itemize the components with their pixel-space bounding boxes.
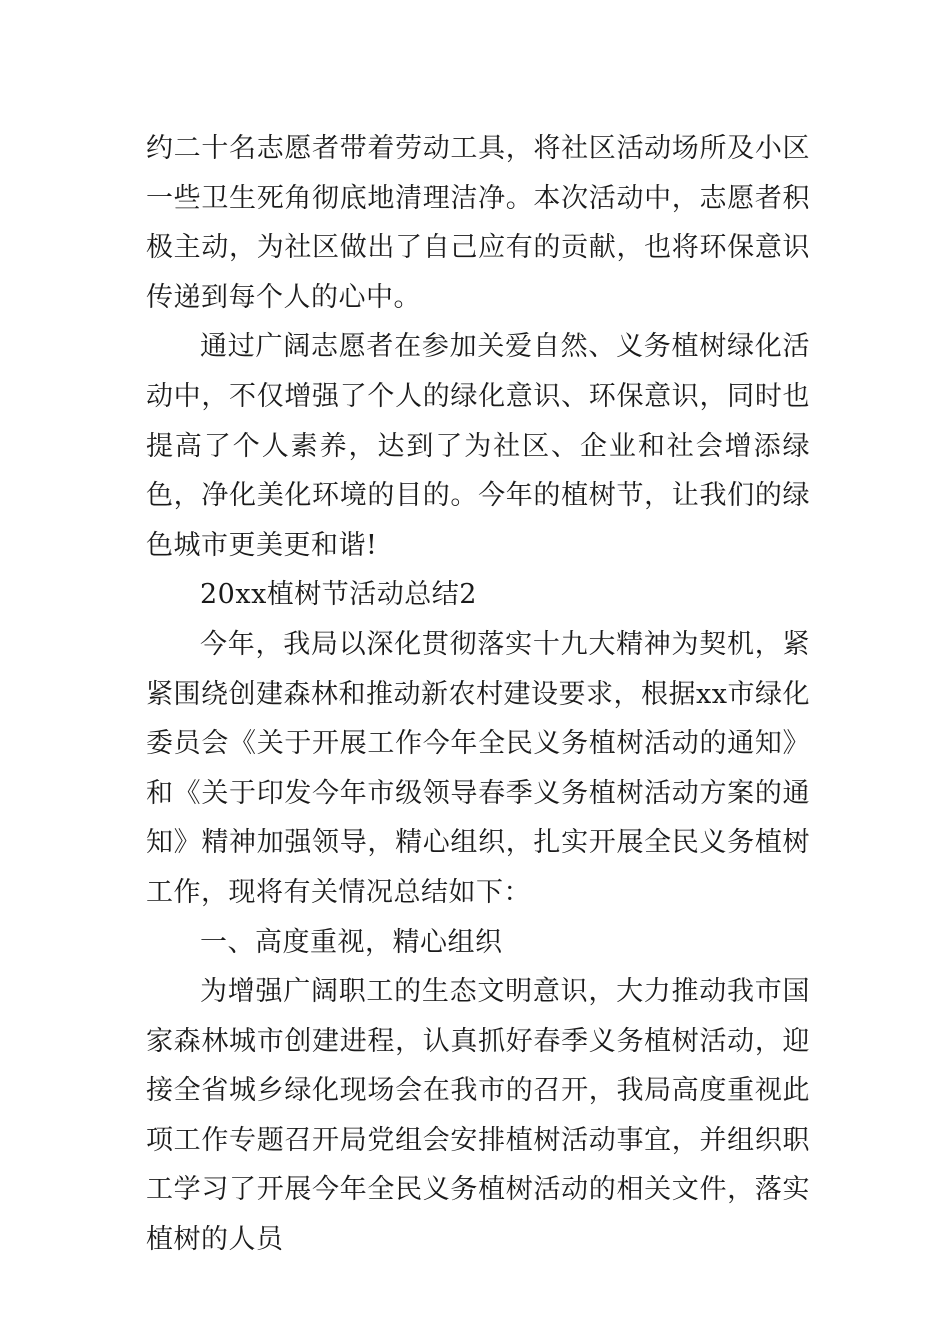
- paragraph-volunteer-benefits: 通过广阔志愿者在参加关爱自然、义务植树绿化活动中，不仅增强了个人的绿化意识、环保意识，同时也提高了个人素养，达到了为社区、企业和社会增添绿色，净化美化环境的目的。今年的植树节，让我们的绿色城市更美更和谐!: [146, 331, 810, 561]
- section-heading-1: 一、高度重视，精心组织: [200, 926, 503, 958]
- paragraph-ecological-awareness: 为增强广阔职工的生态文明意识，大力推动我市国家森林城市创建进程，认真抓好春季义务植树活动，迎接全省城乡绿化现场会在我市的召开，我局高度重视此项工作专题召开局党组会安排植树活动事宜，并组织职工学习了开展今年全民义务植树活动的相关文件，落实植树的人员: [146, 976, 810, 1256]
- paragraph-volunteers-cleanup: 约二十名志愿者带着劳动工具，将社区活动场所及小区一些卫生死角彻底地清理洁净。本次活动中，志愿者积极主动，为社区做出了自己应有的贡献，也将环保意识传递到每个人的心中。: [146, 133, 810, 313]
- paragraph-bureau-intro: 今年，我局以深化贯彻落实十九大精神为契机，紧紧围绕创建森林和推动新农村建设要求，根据xx市绿化委员会《关于开展工作今年全民义务植树活动的通知》和《关于印发今年市级领导春季义务植树活动方案的通知》精神加强领导，精心组织，扎实开展全民义务植树工作，现将有关情况总结如下：: [146, 628, 810, 908]
- section-title-summary-2: 20xx植树节活动总结2: [200, 579, 477, 611]
- document-body: [146, 124, 810, 1265]
